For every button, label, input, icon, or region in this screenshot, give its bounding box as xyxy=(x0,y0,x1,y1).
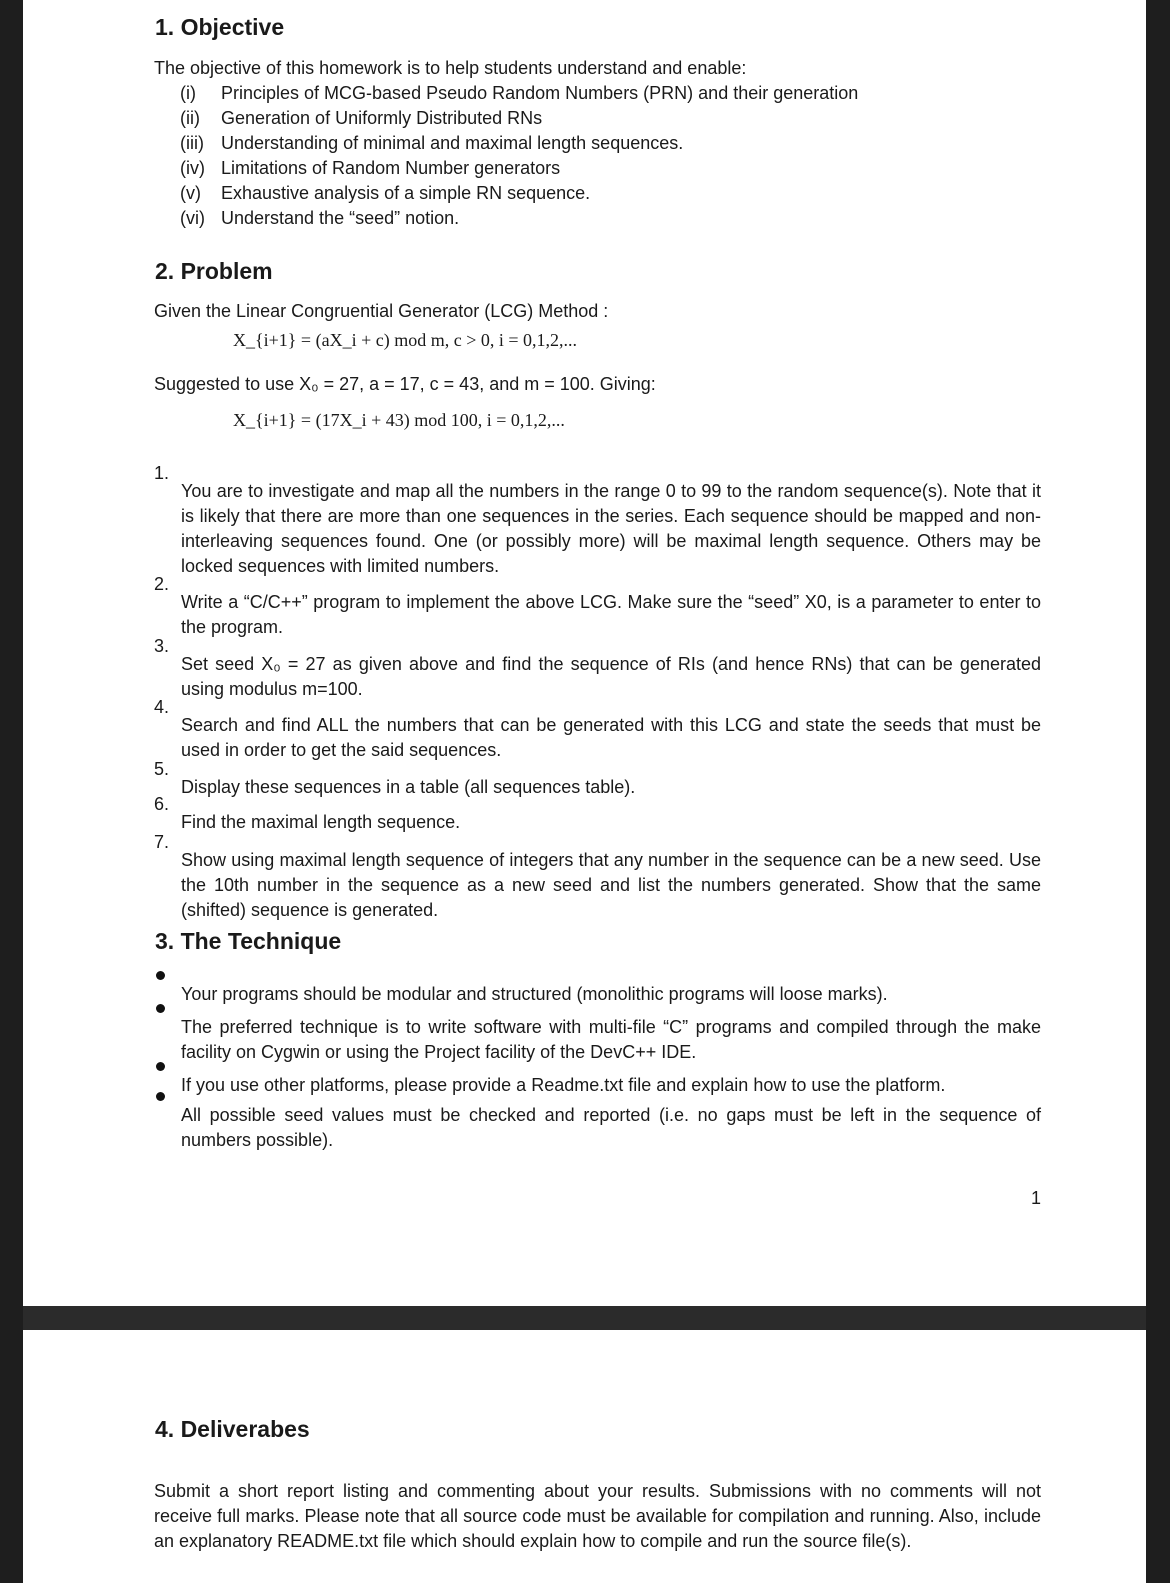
problem-num-4: 4. xyxy=(154,697,170,717)
lcg-formula-specific: X_{i+1} = (17X_i + 43) mod 100, i = 0,1,2,... xyxy=(233,410,565,430)
objective-item-3: Understanding of minimal and maximal length sequences. xyxy=(221,133,684,153)
objective-marker-1: (i) xyxy=(180,83,196,103)
problem-item-3: Set seed X₀ = 27 as given above and find the sequence of RIs (and hence RNs) that can be generated using modulus m=100. xyxy=(181,654,1041,699)
bullet-dot-icon xyxy=(156,1062,165,1071)
problem-num-5: 5. xyxy=(154,759,170,779)
problem-item-5: Display these sequences in a table (all sequences table). xyxy=(181,777,636,797)
objective-marker-6: (vi) xyxy=(180,208,205,228)
technique-bullet-2: The preferred technique is to write software with multi-file “C” programs and compiled through the make facility on Cygwin or using the Project facility of the DevC++ IDE. xyxy=(181,1017,1041,1062)
problem-num-1: 1. xyxy=(154,463,170,483)
problem-num-6: 6. xyxy=(154,794,170,814)
problem-item-2: Write a “C/C++” program to implement the above LCG. Make sure the “seed” X0, is a parameter to enter to the program. xyxy=(181,592,1041,637)
problem-item-6: Find the maximal length sequence. xyxy=(181,812,461,832)
document-page-2 xyxy=(23,1330,1146,1583)
problem-heading: 2. Problem xyxy=(155,258,273,284)
objective-marker-5: (v) xyxy=(180,183,201,203)
technique-bullet-4: All possible seed values must be checked and reported (i.e. no gaps must be left in the sequence of numbers possible). xyxy=(181,1105,1041,1150)
objective-marker-4: (iv) xyxy=(180,158,205,178)
objective-heading: 1. Objective xyxy=(155,14,285,40)
bullet-dot-icon xyxy=(156,1004,165,1013)
bullet-dot-icon xyxy=(156,1092,165,1101)
objective-item-1: Principles of MCG-based Pseudo Random Numbers (PRN) and their generation xyxy=(221,83,859,103)
right-margin xyxy=(1146,0,1170,1583)
bullet-dot-icon xyxy=(156,971,165,980)
problem-item-7: Show using maximal length sequence of integers that any number in the sequence can be a new seed. Use the 10th number in the sequence as a new seed and list the numbers generated. Show that the same (shifted) sequence is generated. xyxy=(181,850,1041,920)
deliverables-heading: 4. Deliverabes xyxy=(155,1416,310,1442)
document-page-1 xyxy=(23,0,1146,1306)
technique-heading: 3. The Technique xyxy=(155,928,342,954)
deliverables-text: Submit a short report listing and commenting about your results. Submissions with no comments will not receive full marks. Please note that all source code must be available for compilation and running. Also, include an explanatory README.txt file which should explain how to compile and run the source file(s). xyxy=(154,1481,1041,1551)
objective-intro: The objective of this homework is to help students understand and enable: xyxy=(154,58,747,78)
objective-item-5: Exhaustive analysis of a simple RN sequence. xyxy=(221,183,591,203)
problem-item-4: Search and find ALL the numbers that can be generated with this LCG and state the seeds that must be used in order to get the said sequences. xyxy=(181,715,1041,760)
problem-item-1: You are to investigate and map all the numbers in the range 0 to 99 to the random sequence(s). Note that it is likely that there are more than one sequences in the series. Each sequence should be mapped and non-interleaving sequences found. One (or possibly more) will be maximal length sequence. Others may be locked sequences with limited numbers. xyxy=(181,481,1041,576)
left-margin xyxy=(0,0,23,1583)
objective-marker-2: (ii) xyxy=(180,108,200,128)
technique-bullet-3: If you use other platforms, please provide a Readme.txt file and explain how to use the platform. xyxy=(181,1075,946,1095)
problem-num-2: 2. xyxy=(154,574,170,594)
technique-bullet-1: Your programs should be modular and structured (monolithic programs will loose marks). xyxy=(181,984,888,1004)
objective-item-4: Limitations of Random Number generators xyxy=(221,158,561,178)
problem-intro: Given the Linear Congruential Generator (LCG) Method : xyxy=(154,301,609,321)
problem-num-7: 7. xyxy=(154,832,170,852)
suggested-params: Suggested to use X₀ = 27, a = 17, c = 43, and m = 100. Giving: xyxy=(154,374,656,394)
objective-item-6: Understand the “seed” notion. xyxy=(221,208,460,228)
page-number: 1 xyxy=(1031,1188,1042,1208)
objective-item-2: Generation of Uniformly Distributed RNs xyxy=(221,108,543,128)
lcg-formula-general: X_{i+1} = (aX_i + c) mod m, c > 0, i = 0,1,2,... xyxy=(233,330,577,350)
objective-marker-3: (iii) xyxy=(180,133,204,153)
problem-num-3: 3. xyxy=(154,636,170,656)
